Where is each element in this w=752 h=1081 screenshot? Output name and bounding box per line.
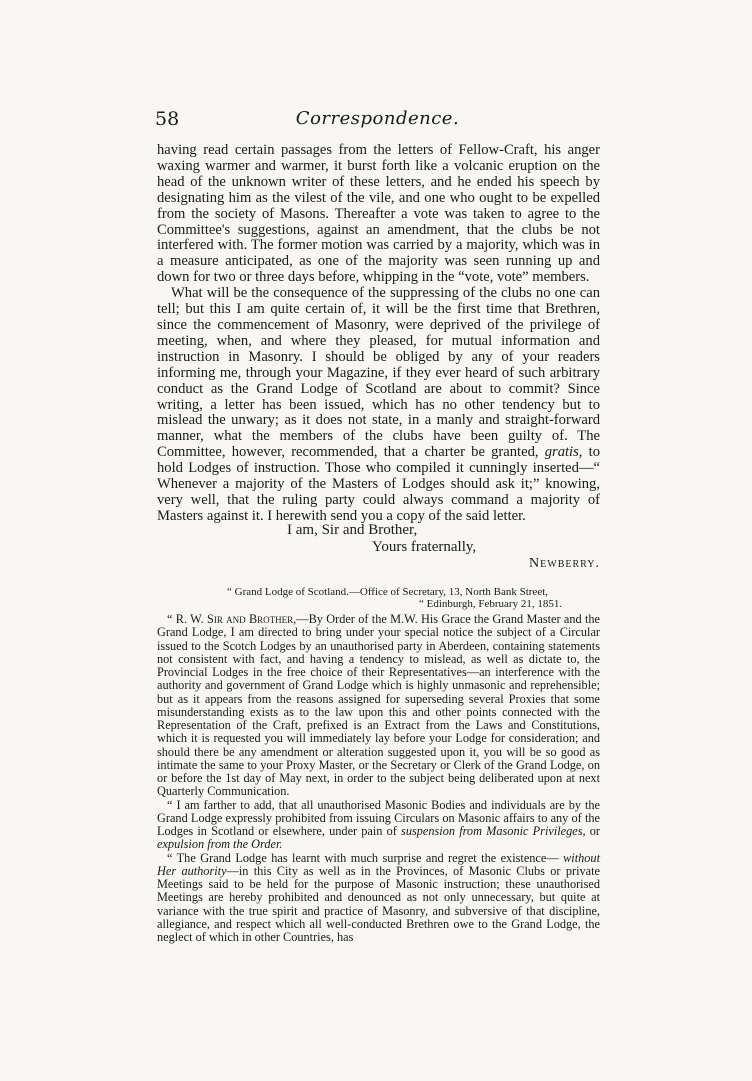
letter-signature: Newberry.: [529, 556, 600, 571]
enclosure-body: [157, 613, 600, 944]
letter-paragraph: What will be the consequence of the suppressing of the clubs no one can tell; but this I am quite certain of, it will be the first time that Brethren, since the commencement of Masonry, were deprived of the privilege of meeting, when, and where they pleased, for mutual information and instruction in Masonry. I should be obliged by any of your readers informing me, through your Magazine, if they ever heard of such arbitrary conduct as the Grand Lodge of Scotland are about to commit? Since writing, a letter has been issued, which has no other tendency but to mislead the unwary; as it does not state, in a manly and straight-forward manner, what the members of the clubs have been guilty of. The Committee, however, recommended, that a charter be granted, gratis, to hold Lodges of instruction. Those who compiled it cunningly inserted—“ Whenever a majority of the Masters of Lodges should ask it;” knowing, very well, that the ruling party could always command a majority of Masters against it. I herewith send you a copy of the said letter.: [157, 285, 600, 524]
enclosure-paragraph: “ R. W. Sir and Brother,—By Order of the M.W. His Grace the Grand Master and the Grand Lodge, I am directed to bring under your special notice the subject of a Circular issued to the Scotch Lodges by an unauthorised party in Aberdeen, containing statements not consistent with fact, and having a tendency to mislead, as well as dictate to, the Provincial Lodges in the free choice of their Representatives—an interference with the authority and government of Grand Lodge which is highly unmasonic and reprehensible; but as it appears from the reasons assigned for superseding several Proxies that some misunderstanding exists as to the law upon this and other points connected with the Representation of the Craft, prefixed is an Extract from the Laws and Constitutions, which it is requested you will immediately lay before your Lodge for consideration; and should there be any amendment or alteration suggested upon it, you will be so good as intimate the same to your Proxy Master, or the Secretary or Clerk of the Grand Lodge, on or before the 1st day of May next, in order to the subject being deliberated upon at next Quarterly Communication.: [157, 612, 600, 799]
enclosure-paragraph: “ I am farther to add, that all unauthorised Masonic Bodies and individuals are by the Grand Lodge expressly prohibited from issuing Circulars on Masonic affairs to any of the Lodges in Scotland or elsewhere, under pain of suspension from Masonic Privileges, or expulsion from the Order.: [157, 797, 601, 852]
enclosure-dateline: “ Grand Lodge of Scotland.—Office of Secretary, 13, North Bank Street,: [227, 586, 549, 598]
salutation: “ R. W. Sir and Brother,: [167, 612, 297, 626]
page-number: 58: [155, 108, 180, 130]
enclosure-dateline-2: “ Edinburgh, February 21, 1851.: [419, 598, 563, 610]
letter-paragraph: having read certain passages from the letters of Fellow-Craft, his anger waxing warmer and warmer, it burst forth like a volcanic eruption on the head of the unknown writer of these letters, and he ended his speech by designating him as the vilest of the vile, and one who ought to be expelled from the society of Masons. Thereafter a vote was taken to agree to the Committee's suggestions, against an amendment, that the clubs be not interfered with. The former motion was carried by a majority, which was in a measure anticipated, as one of the majority was seen running up and down for two or three days before, whipping in the “vote, vote” members.: [157, 142, 600, 286]
letter-closing-2: Yours fraternally,: [372, 539, 477, 555]
enclosure-paragraph: “ The Grand Lodge has learnt with much surprise and regret the existence— without Her authority—in this City as well as in the Provinces, of Masonic Clubs or private Meetings said to be held for the purpose of Masonic instruction; these unauthorised Meetings are hereby prohibited and denounced as not only unnecessary, but quite at variance with the true spirit and practice of Masonry, and subversive of that discipline, allegiance, and respect which all well-conducted Brethren owe to the Grand Lodge, the neglect of which in other Countries, has: [157, 850, 600, 944]
letter-closing: I am, Sir and Brother,: [287, 522, 418, 538]
running-title: Correspondence.: [295, 108, 460, 129]
letter-body: [157, 143, 600, 525]
page-header: [155, 108, 600, 132]
